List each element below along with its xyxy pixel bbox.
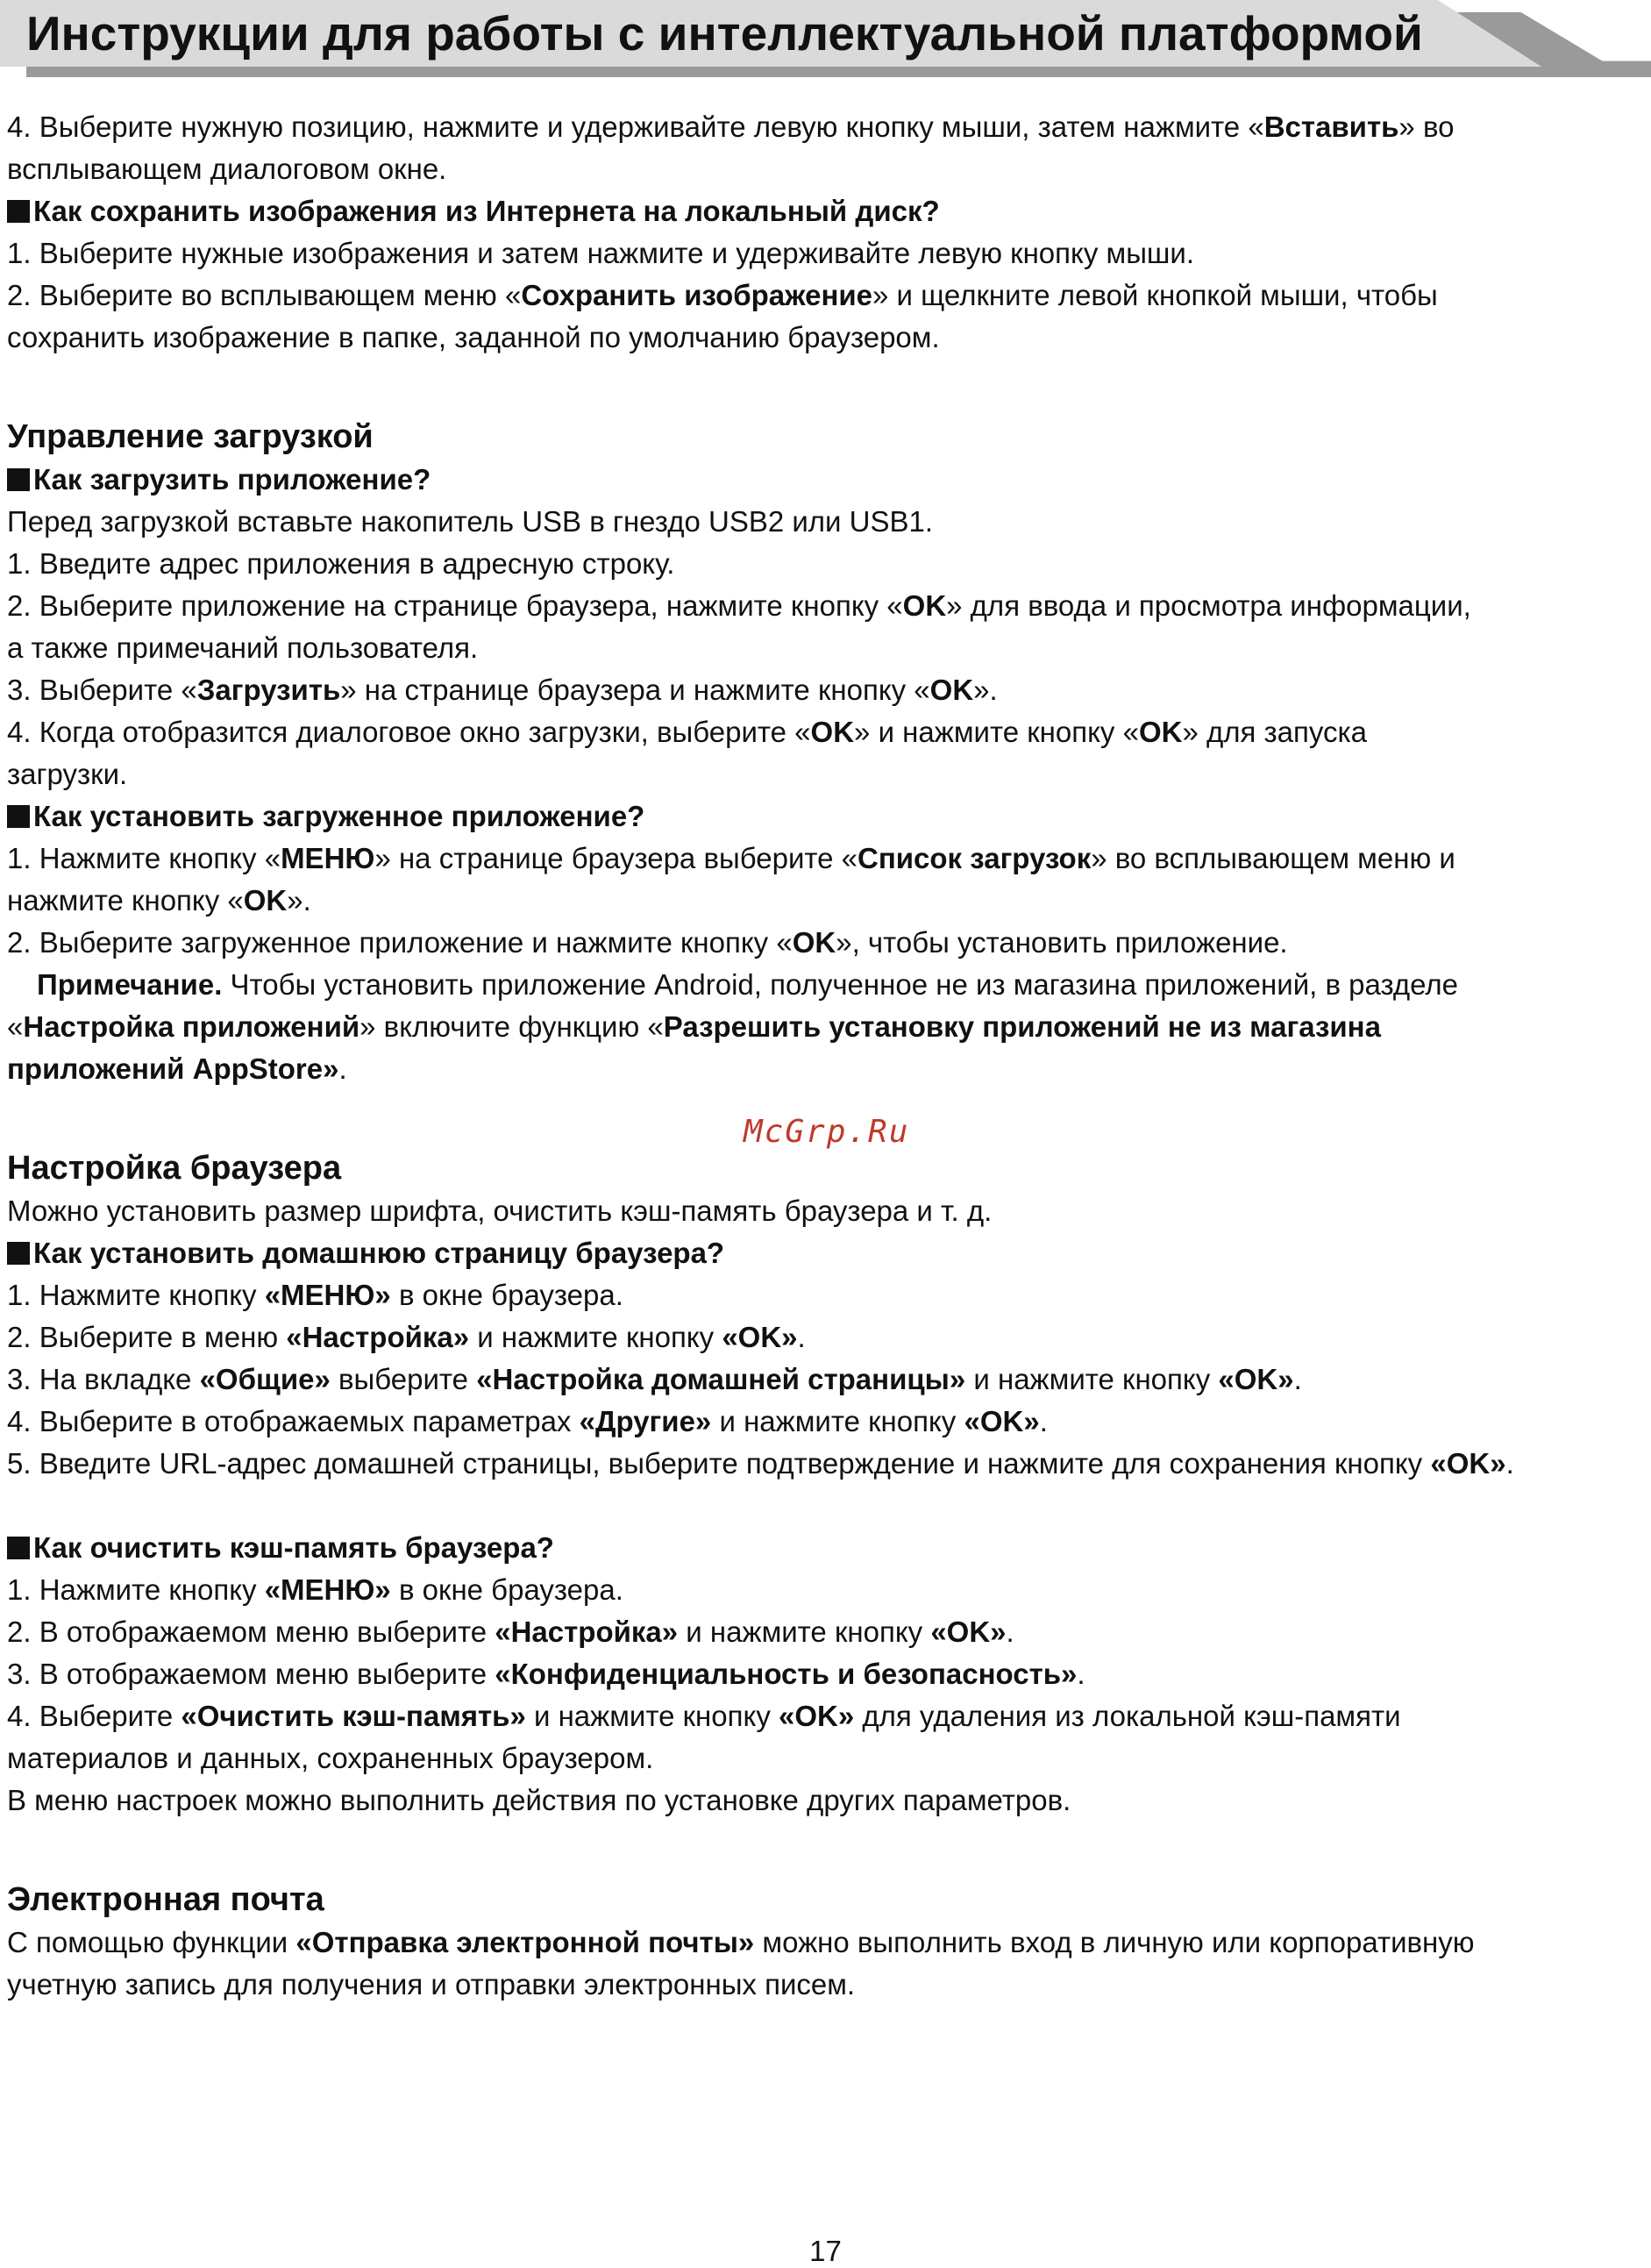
paragraph: 2. Выберите в меню «Настройка» и нажмите кнопку «OK». — [7, 1321, 806, 1353]
page-header — [0, 0, 1651, 81]
paragraph: загрузки. — [7, 758, 128, 790]
paragraph: 4. Выберите нужную позицию, нажмите и удерживайте левую кнопку мыши, затем нажмите «Вставить» во — [7, 111, 1455, 143]
bullet-square-icon — [7, 805, 30, 828]
question-heading: Как загрузить приложение? — [7, 459, 1645, 501]
paragraph: всплывающем диалоговом окне. — [7, 153, 447, 185]
paragraph: 2. В отображаемом меню выберите «Настройка» и нажмите кнопку «OK». — [7, 1615, 1014, 1648]
paragraph: нажмите кнопку «OK». — [7, 884, 311, 916]
bullet-square-icon — [7, 1242, 30, 1265]
paragraph: приложений AppStore». — [7, 1052, 347, 1085]
question-heading: Как сохранить изображения из Интернета на локальный диск? — [7, 190, 1645, 232]
paragraph: 5. Введите URL-адрес домашней страницы, выберите подтверждение и нажмите для сохранения кнопку «OK». — [7, 1447, 1514, 1480]
question-heading: Как установить загруженное приложение? — [7, 795, 1645, 838]
paragraph: В меню настроек можно выполнить действия по установке других параметров. — [7, 1784, 1071, 1816]
paragraph: 2. Выберите загруженное приложение и нажмите кнопку «OK», чтобы установить приложение. — [7, 926, 1288, 959]
paragraph: Перед загрузкой вставьте накопитель USB в гнездо USB2 или USB1. — [7, 505, 934, 538]
paragraph: «Настройка приложений» включите функцию «Разрешить установку приложений не из магазина — [7, 1010, 1381, 1043]
paragraph: 1. Введите адрес приложения в адресную строку. — [7, 547, 675, 580]
paragraph: 4. Когда отобразится диалоговое окно загрузки, выберите «OK» и нажмите кнопку «OK» для запуска — [7, 716, 1368, 748]
section-heading: Настройка браузера — [7, 1150, 342, 1187]
paragraph: Можно установить размер шрифта, очистить кэш-память браузера и т. д. — [7, 1195, 993, 1227]
paragraph: 3. Выберите «Загрузить» на странице браузера и нажмите кнопку «OK». — [7, 674, 998, 706]
paragraph: 1. Выберите нужные изображения и затем нажмите и удерживайте левую кнопку мыши. — [7, 237, 1194, 269]
paragraph: 2. Выберите во всплывающем меню «Сохранить изображение» и щелкните левой кнопкой мыши, чтобы — [7, 279, 1438, 311]
paragraph: С помощью функции «Отправка электронной почты» можно выполнить вход в личную или корпоративную — [7, 1926, 1475, 1958]
page-number: 17 — [809, 2235, 842, 2267]
section-heading: Управление загрузкой — [7, 418, 374, 455]
note-paragraph: Примечание. Чтобы установить приложение Android, полученное не из магазина приложений, в разделе — [37, 968, 1459, 1001]
bullet-square-icon — [7, 468, 30, 491]
paragraph: 2. Выберите приложение на странице браузера, нажмите кнопку «OK» для ввода и просмотра информации, — [7, 589, 1471, 622]
paragraph: 1. Нажмите кнопку «МЕНЮ» в окне браузера. — [7, 1279, 623, 1311]
question-heading: Как очистить кэш-память браузера? — [7, 1527, 1645, 1569]
paragraph: а также примечаний пользователя. — [7, 631, 479, 664]
bullet-square-icon — [7, 1537, 30, 1559]
paragraph: сохранить изображение в папке, заданной по умолчанию браузером. — [7, 321, 940, 353]
bullet-square-icon — [7, 200, 30, 223]
paragraph: 3. В отображаемом меню выберите «Конфиденциальность и безопасность». — [7, 1658, 1085, 1690]
paragraph: 1. Нажмите кнопку «МЕНЮ» в окне браузера. — [7, 1573, 623, 1606]
question-heading: Как установить домашнюю страницу браузера? — [7, 1232, 1645, 1274]
paragraph: 4. Выберите «Очистить кэш-память» и нажмите кнопку «OK» для удаления из локальной кэш-памяти — [7, 1700, 1401, 1732]
document-body — [7, 106, 1645, 2006]
paragraph: 1. Нажмите кнопку «МЕНЮ» на странице браузера выберите «Список загрузок» во всплывающем меню и — [7, 842, 1455, 874]
paragraph: материалов и данных, сохраненных браузером. — [7, 1742, 654, 1774]
paragraph: учетную запись для получения и отправки электронных писем. — [7, 1968, 856, 2001]
page-title: Инструкции для работы с интеллектуальной платформой — [26, 6, 1423, 61]
paragraph: 4. Выберите в отображаемых параметрах «Другие» и нажмите кнопку «OK». — [7, 1405, 1048, 1437]
section-heading: Электронная почта — [7, 1881, 324, 1918]
watermark: McGrp.Ru — [744, 1114, 910, 1150]
paragraph: 3. На вкладке «Общие» выберите «Настройка домашней страницы» и нажмите кнопку «OK». — [7, 1363, 1302, 1395]
